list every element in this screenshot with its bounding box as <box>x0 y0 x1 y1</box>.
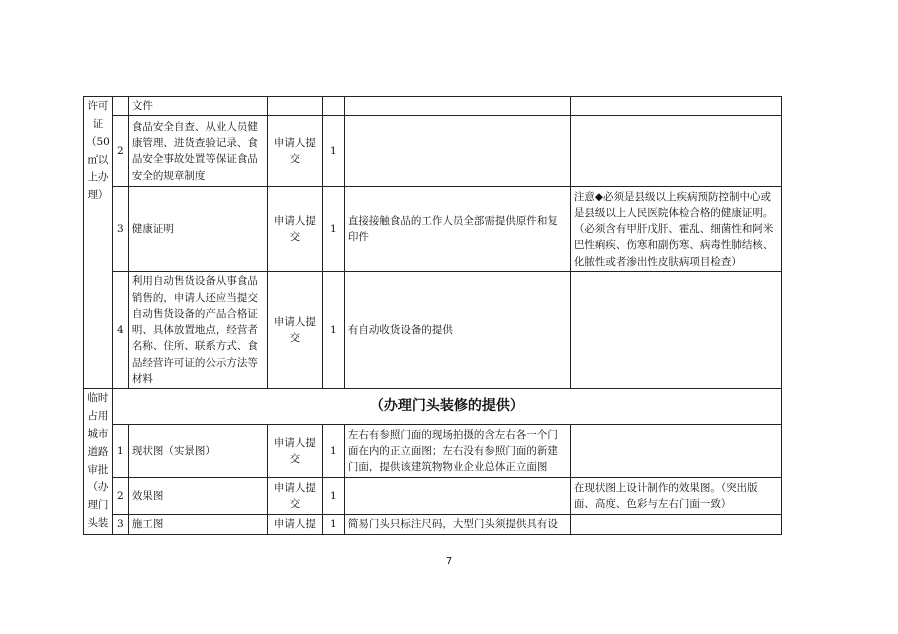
document-name: 效果图 <box>128 478 267 515</box>
note-cell <box>570 515 781 535</box>
table-row <box>84 389 782 425</box>
table-row <box>84 425 782 478</box>
document-name: 现状图（实景图） <box>128 425 267 478</box>
document-name: 文件 <box>128 97 267 116</box>
count-cell: 1 <box>322 272 344 389</box>
table-row <box>84 478 782 515</box>
requirements-table <box>83 96 782 535</box>
applicant-cell: 申请人提交 <box>267 116 322 187</box>
count-cell: 1 <box>322 116 344 187</box>
document-name: 食品安全自查、从业人员健康管理、进货查验记录、食品安全事故处置等保证食品安全的规章制度 <box>128 116 267 187</box>
description-cell: 直接接触食品的工作人员全部需提供原件和复印件 <box>344 187 570 272</box>
row-number: 4 <box>112 272 128 389</box>
count-cell <box>322 97 344 116</box>
row-number <box>112 97 128 116</box>
description-cell <box>344 97 570 116</box>
description-cell <box>344 478 570 515</box>
applicant-cell: 申请人提交 <box>267 478 322 515</box>
table-row <box>84 515 782 535</box>
count-cell: 1 <box>322 187 344 272</box>
note-cell: 注意◆必须是县级以上疾病预防控制中心或是县级以上人民医院体检合格的健康证明。（必须含有甲肝戊肝、霍乱、细菌性和阿米巴性痢疾、伤寒和副伤寒、病毒性肺结核、化脓性或者渗出性皮肤病项目检查） <box>570 187 781 272</box>
applicant-cell: 申请人提交 <box>267 187 322 272</box>
document-name: 施工图 <box>128 515 267 535</box>
category-cell-road: 临时占用城市道路审批（办理门头装 <box>84 389 113 535</box>
row-number: 1 <box>112 425 128 478</box>
category-cell-license: 许可证（50㎡以上办理） <box>84 97 113 389</box>
row-number: 3 <box>112 515 128 535</box>
note-cell <box>570 272 781 389</box>
table-row <box>84 97 782 116</box>
applicant-cell: 申请人提交 <box>267 272 322 389</box>
row-number: 3 <box>112 187 128 272</box>
note-cell <box>570 116 781 187</box>
row-number: 2 <box>112 116 128 187</box>
note-cell <box>570 97 781 116</box>
table-row <box>84 116 782 187</box>
table-row <box>84 187 782 272</box>
count-cell: 1 <box>322 515 344 535</box>
applicant-cell: 申请人提 <box>267 515 322 535</box>
count-cell: 1 <box>322 478 344 515</box>
row-number: 2 <box>112 478 128 515</box>
note-cell <box>570 425 781 478</box>
description-cell: 有自动收货设备的提供 <box>344 272 570 389</box>
applicant-cell <box>267 97 322 116</box>
count-cell: 1 <box>322 425 344 478</box>
section-title: （办理门头装修的提供） <box>112 389 781 425</box>
description-cell <box>344 116 570 187</box>
note-cell: 在现状图上设计制作的效果图。（突出版面、高度、色彩与左右门面一致） <box>570 478 781 515</box>
table-row <box>84 272 782 389</box>
description-cell: 左右有参照门面的现场拍摄的含左右各一个门面在内的正立面图；左右没有参照门面的新建门面，提供该建筑物物业企业总体正立面图 <box>344 425 570 478</box>
description-cell: 简易门头只标注尺码，大型门头须提供具有设 <box>344 515 570 535</box>
document-name: 健康证明 <box>128 187 267 272</box>
page-number: 7 <box>445 556 453 567</box>
document-name: 利用自动售货设备从事食品销售的，申请人还应当提交自动售货设备的产品合格证明、具体放置地点，经营者名称、住所、联系方式、食品经营许可证的公示方法等材料 <box>128 272 267 389</box>
applicant-cell: 申请人提交 <box>267 425 322 478</box>
